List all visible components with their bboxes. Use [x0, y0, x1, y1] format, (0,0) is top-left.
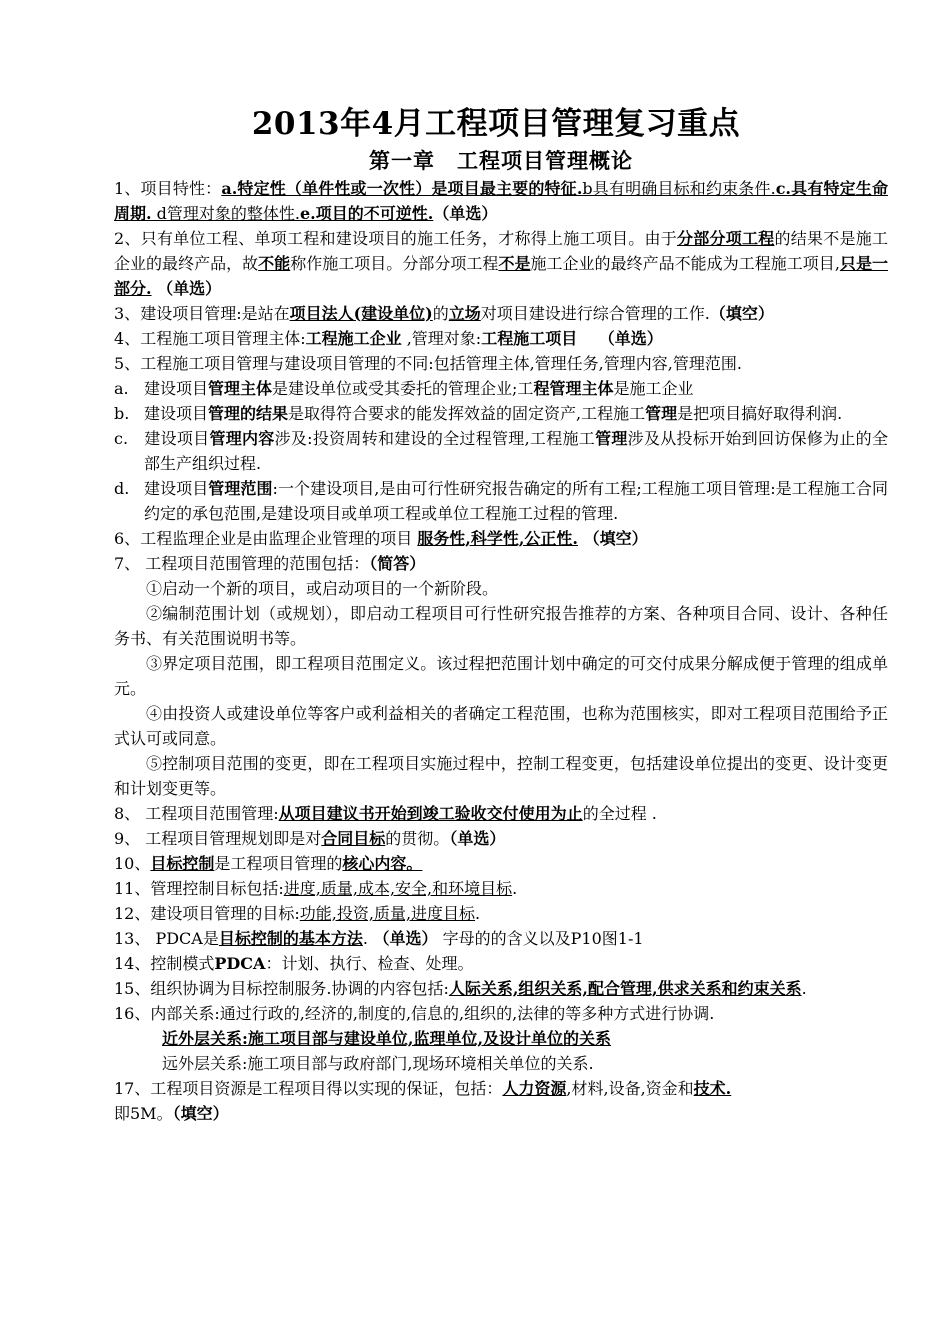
item-number: 2、: [114, 229, 141, 248]
question-type: （单选）: [433, 204, 498, 223]
text: 建设项目管理:是站在: [140, 304, 290, 323]
text: 的: [432, 304, 449, 323]
emphasis: 从项目建议书开始到竣工验收交付使用为止: [278, 804, 583, 823]
text: 称作施工项目。分部分项工程: [290, 254, 499, 273]
text: 建设项目: [144, 404, 209, 423]
underline: b具有明确目标和约束条件.: [582, 179, 776, 198]
text: PDCA是: [150, 929, 219, 948]
text: 工程项目管理规划即是对: [140, 829, 322, 848]
item-17: [114, 1076, 888, 1126]
text: 建设项目: [144, 429, 210, 448]
underline: d管理对象的整体性.: [151, 204, 300, 223]
item-number: 17、: [114, 1079, 151, 1098]
text: 即5M。: [114, 1104, 173, 1123]
text: ,管理对象:: [401, 329, 482, 348]
emphasis: 人际关系,组织关系,配合管理,供求关系和约束关系: [448, 979, 802, 998]
item-number: 6、: [114, 529, 141, 548]
text: ：计划、执行、检查、处理。: [265, 954, 474, 973]
text: 工程施工项目管理与建设项目管理的不同:包括管理主体,管理任务,管理内容,管理范围.: [140, 354, 742, 373]
emphasis: 近外层关系:施工项目部与建设单位,监理单位,及设计单位的关系: [162, 1029, 612, 1048]
text: 施工企业的最终产品不能成为工程施工项目,: [530, 254, 840, 273]
item-5: [114, 351, 888, 376]
emphasis: 管理: [645, 404, 678, 423]
text: 工程项目资源是工程项目得以实现的保证，包括：: [150, 1079, 503, 1098]
text: .: [801, 979, 807, 998]
emphasis: 服务性,科学性,公正性.: [417, 529, 578, 548]
emphasis: 目标控制: [150, 854, 215, 873]
item-number: 8、: [114, 804, 141, 823]
emphasis: 合同目标: [321, 829, 386, 848]
item-11: [114, 876, 888, 901]
item-7: [114, 551, 888, 576]
text: 的结果不是施工企业的最终产品，故: [114, 229, 888, 273]
text: 建设项目管理的目标:: [150, 904, 300, 923]
item-number: 3、: [114, 304, 141, 323]
question-type: （单选）: [577, 329, 663, 348]
item-15: [114, 976, 888, 1001]
emphasis: 不能: [258, 254, 291, 273]
item-16-near: [114, 1026, 888, 1051]
item-number: 13、: [114, 929, 151, 948]
text: :一个建设项目,是由可行性研究报告确定的所有工程;工程施工项目管理:是工程施工合同约定的承包范围,是建设项目或单项工程或单位工程施工过程的管理.: [144, 479, 888, 523]
emphasis: 管理: [595, 429, 628, 448]
text: 工程施工项目管理主体:: [140, 329, 306, 348]
item-2: [114, 226, 888, 301]
text: 工程监理企业是由监理企业管理的项目: [140, 529, 418, 548]
emphasis: 管理的结果: [208, 404, 289, 423]
text: 只有单位工程、单项工程和建设项目的施工任务，才称得上施工项目。由于: [140, 229, 677, 248]
item-16: [114, 1001, 888, 1026]
emphasis: 分部分项工程: [676, 229, 775, 248]
emphasis: 程管理主体: [533, 379, 614, 398]
list-marker: c.: [114, 429, 129, 448]
text: 建设项目: [144, 479, 209, 498]
question-type: （单选）: [151, 279, 222, 298]
emphasis: 人力资源: [502, 1079, 567, 1098]
text: 项目特性：: [140, 179, 222, 198]
text: 内部关系:通过行政的,经济的,制度的,信息的,组织的,法律的等多种方式进行协调.: [150, 1004, 715, 1023]
text: 是把项目搞好取得利润.: [677, 404, 843, 423]
text: 管理控制目标包括:: [150, 879, 284, 898]
item-12: [114, 901, 888, 926]
text: .: [512, 879, 518, 898]
emphasis: a.特定性（单件性或一次性）是项目最主要的特征.: [221, 179, 583, 198]
item-number: 5、: [114, 354, 141, 373]
item-number: 7、: [114, 554, 141, 573]
list-marker: d.: [114, 479, 130, 498]
emphasis: e.项目的不可逆性.: [300, 204, 434, 223]
item-6: [114, 526, 888, 551]
text: ,材料,设备,资金和: [566, 1079, 694, 1098]
underline: 进度,质量,成本,安全,和环境目标: [283, 879, 513, 898]
item-13: [114, 926, 888, 951]
text: 涉及从投标开始到回访保修为止的全部生产组织过程.: [144, 429, 888, 473]
text: .: [362, 929, 368, 948]
list-marker: b.: [114, 404, 130, 423]
item-number: 12、: [114, 904, 151, 923]
item-number: 9、: [114, 829, 141, 848]
item-16-far: 远外层关系:施工项目部与政府部门,现场环境相关单位的关系.: [162, 1054, 594, 1073]
emphasis: 技术.: [693, 1079, 732, 1098]
item-number: 10、: [114, 854, 151, 873]
question-type: （填空）: [172, 1104, 229, 1123]
emphasis: 管理内容: [209, 429, 275, 448]
item-5b: [114, 401, 888, 426]
emphasis: PDCA: [214, 954, 266, 973]
item-number: 1、: [114, 179, 141, 198]
text: 的全过程 .: [582, 804, 657, 823]
emphasis: 核心内容。: [342, 854, 423, 873]
item-7-point-5: ⑤控制项目范围的变更，即在工程项目实施过程中，控制工程变更，包括建设单位提出的变更、设计变更和计划变更等。: [114, 754, 888, 798]
emphasis: 项目法人(建设单位): [289, 304, 433, 323]
emphasis: 工程施工企业: [305, 329, 402, 348]
item-number: 11、: [114, 879, 151, 898]
item-5c: [114, 426, 888, 476]
question-type: （单选）: [367, 929, 438, 948]
question-type: （简答）: [369, 554, 426, 573]
text: 建设项目: [144, 379, 209, 398]
text: 是建设单位或受其委托的管理企业;工: [272, 379, 534, 398]
underline: 功能,投资,质量,进度目标: [299, 904, 476, 923]
emphasis: 管理主体: [208, 379, 273, 398]
page-title: 2013年4月工程项目管理复习重点: [251, 106, 741, 142]
text: 是施工企业: [613, 379, 694, 398]
text: 对项目建设进行综合管理的工作.: [480, 304, 710, 323]
item-10: [114, 851, 888, 876]
item-3: [114, 301, 888, 326]
text: .: [475, 904, 481, 923]
item-7-point-4: ④由投资人或建设单位等客户或利益相关的者确定工程范围，也称为范围核实，即对工程项目范围给予正式认可或同意。: [114, 704, 888, 748]
emphasis: 只是一部分.: [114, 254, 888, 298]
list-marker: a.: [114, 379, 129, 398]
question-type: （填空）: [709, 304, 774, 323]
item-5a: [114, 376, 888, 401]
item-number: 4、: [114, 329, 141, 348]
text: 字母的的含义以及P10图1-1: [437, 929, 644, 948]
item-4: [114, 326, 888, 351]
item-1: [114, 176, 888, 226]
text: 涉及:投资周转和建设的全过程管理,工程施工: [274, 429, 596, 448]
item-7-point-2: ②编制范围计划（或规划），即启动工程项目可行性研究报告推荐的方案、各种项目合同、设计、各种任务书、有关范围说明书等。: [114, 604, 888, 648]
text: 是取得符合要求的能发挥效益的固定资产,工程施工: [288, 404, 646, 423]
item-7-point-1: ①启动一个新的项目，或启动项目的一个新阶段。: [146, 579, 499, 598]
item-7-point-3: ③界定项目范围，即工程项目范围定义。该过程把范围计划中确定的可交付成果分解成便于管理的组成单元。: [114, 654, 888, 698]
text: 工程项目范围管理的范围包括：: [140, 554, 370, 573]
text: 的贯彻。: [385, 829, 450, 848]
item-number: 14、: [114, 954, 151, 973]
chapter-heading: 第一章 工程项目管理概论: [369, 148, 633, 173]
text: 工程项目范围管理:: [140, 804, 279, 823]
item-number: 15、: [114, 979, 151, 998]
item-14: [114, 951, 888, 976]
text: 控制模式: [150, 954, 215, 973]
question-type: （单选）: [449, 829, 506, 848]
item-9: [114, 826, 888, 851]
emphasis: c.具有特定生命周期.: [114, 179, 888, 223]
emphasis: 目标控制的基本方法: [218, 929, 363, 948]
emphasis: 工程施工项目: [481, 329, 578, 348]
emphasis: 立场: [448, 304, 481, 323]
text: 组织协调为目标控制服务.协调的内容包括:: [150, 979, 449, 998]
item-5d: [114, 476, 888, 526]
emphasis: 不是: [498, 254, 531, 273]
item-number: 16、: [114, 1004, 151, 1023]
text: 是工程项目管理的: [214, 854, 343, 873]
emphasis: 管理范围: [208, 479, 273, 498]
question-type: （填空）: [578, 529, 648, 548]
item-8: [114, 801, 888, 826]
